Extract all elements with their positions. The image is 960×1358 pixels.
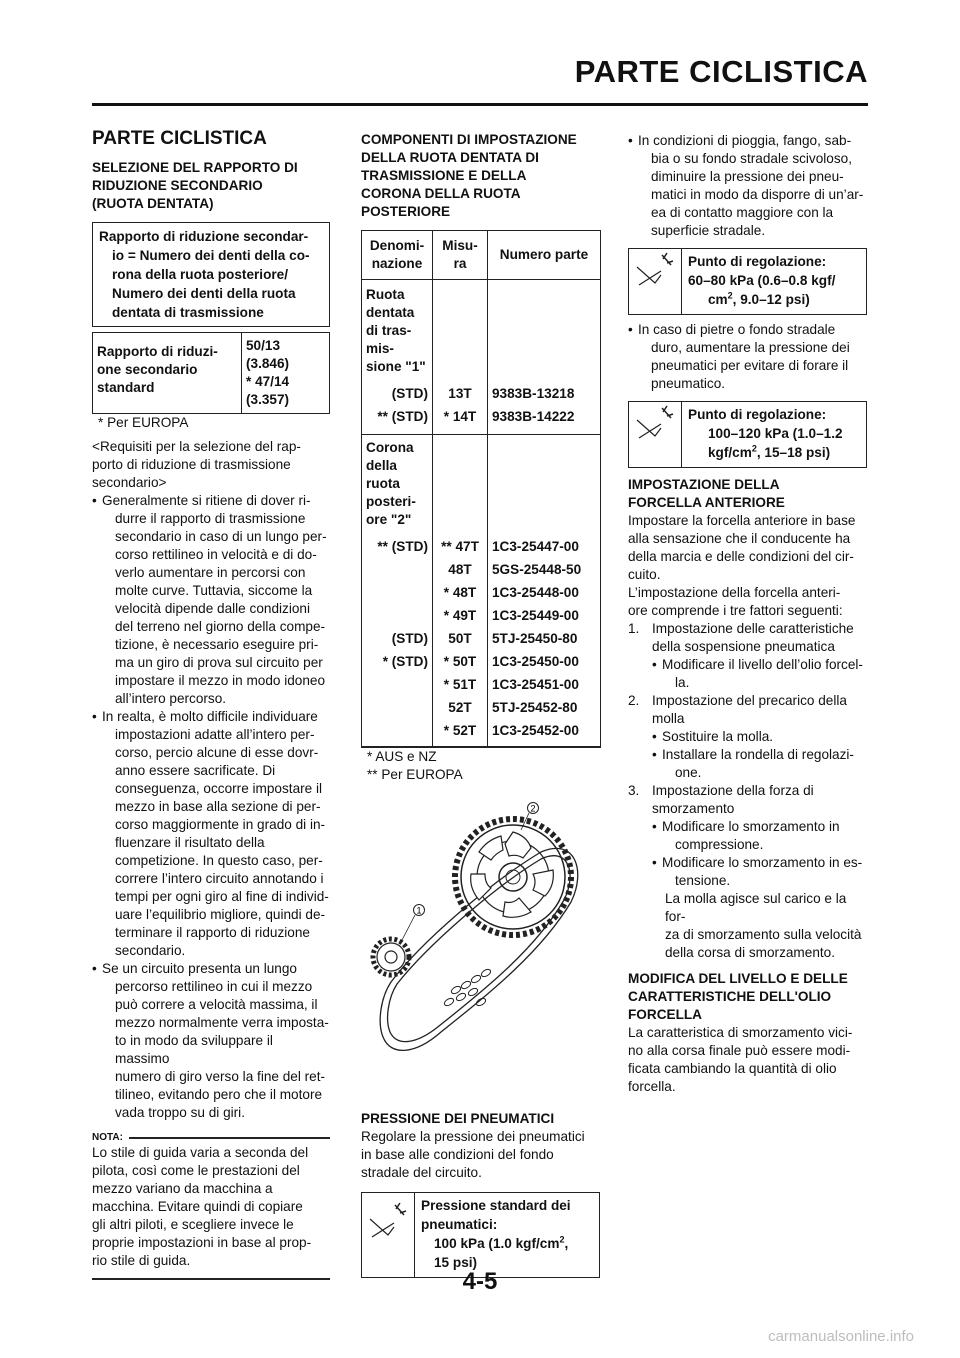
nota-label: NOTA: (92, 1132, 330, 1144)
bullet-item: • Se un circuito presenta un lungo percorso rettilineo in cui il mezzo può correre a velocità massima, il mezzo normalmente verra imposta- to in modo da sviluppare il massimo numero di giro verso la fine del ret- tilineo, evitando pero che il motore vada troppo su di giri. (92, 960, 330, 1122)
table-row: * 51T 1C3-25451-00 (362, 673, 601, 696)
chain-links (443, 968, 492, 1007)
table-row: * (STD) * 50T 1C3-25450-00 (362, 650, 601, 673)
table-row: * 49T 1C3-25449-00 (362, 604, 601, 627)
numbered-item: 2. Impostazione del precarico della molla (628, 693, 847, 726)
adjustment-box-stone: Punto di regolazione: 100–120 kPa (1.0–1.2 kgf/$cm^2$, 15–18 psi) (628, 401, 867, 468)
tire-standard-text: Pressione standard dei pneumatici: 100 kPa (1.0 kgf/$cm^2$, 15 psi) (421, 1198, 571, 1270)
subheading-gear-ratio: SELEZIONE DEL RAPPORTO DI RIDUZIONE SECONDARIO (RUOTA DENTATA) (92, 160, 298, 211)
bullet-item: • In realta, è molto difficile individuare impostazioni adatte all’intero per- corso, percio alcune di esse dovr- anno essere sacrificate. Di conseguenza, occorre impostare il mezzo in base alla sezione di per- corso maggiormente in grado di in- fluenzare il risultato della competizione. In questo caso, per- correre l’intero circuito annotando i tempi per ogni giro al fine di individ- uare l’equilibrio migliore, quindi de- terminare il rapporto di riduzione secondario. (92, 708, 330, 960)
bullet-item: • Installare la rondella di regolazi- one. (652, 746, 868, 782)
drive-sprocket (373, 939, 409, 975)
table-row: 52T 5TJ-25452-80 (362, 696, 601, 719)
footnote-europa: ** Per EUROPA (367, 767, 463, 782)
standard-ratio-label: Rapporto di riduzi- one secondario standard (93, 333, 242, 414)
numbered-item: 1. Impostazione delle caratteristiche della sospensione pneumatica (628, 621, 854, 654)
table-row: ** (STD) ** 47T 1C3-25447-00 (362, 535, 601, 558)
tire-pressure-text: Regolare la pressione dei pneumatici in base alle condizioni del fondo stradale del circuito. (361, 1129, 585, 1180)
section-title: PARTE CICLISTICA (92, 128, 267, 149)
column-left (92, 125, 330, 1280)
section-name-drive-sprocket: Ruota dentata di tras- mis- sione "1" (362, 280, 433, 383)
sprocket-chain-illustration (361, 792, 601, 1082)
footnote-europa: * Per EUROPA (98, 415, 189, 430)
col-header-size: Misu- ra (433, 231, 488, 280)
bullet-item: • In condizioni di pioggia, fango, sab- bia o su fondo stradale scivoloso, diminuire la pressione dei pneu- matici in modo da disporre di un’ar- ea di contatto maggiore con la superficie stradale. (628, 132, 868, 240)
column-middle (361, 125, 601, 1278)
nota-text: Lo stile di guida varia a seconda del pilota, così come le prestazioni del mezzo variano da macchina a macchina. Evitare quindi di copiare gli altri piloti, e scegliere invece le proprie impostazioni in base al prop- rio stile di guida. (92, 1145, 312, 1268)
sprocket-table (361, 230, 601, 747)
svg-text:1: 1 (416, 905, 422, 916)
bullet-item: • Modificare lo smorzamento in es- tensione. (652, 854, 868, 890)
subheading-fork: IMPOSTAZIONE DELLA FORCELLA ANTERIORE (628, 477, 785, 510)
adjustment-box-rain: Punto di regolazione: 60–80 kPa (0.6–0.8 kgf/ $cm^2$, 9.0–12 psi) (628, 248, 867, 315)
svg-text:2: 2 (530, 803, 536, 814)
table-row: * 52T 1C3-25452-00 (362, 719, 601, 747)
subheading-oil-level: MODIFICA DEL LIVELLO E DELLE CARATTERISTICHE DELL'OLIO FORCELLA (628, 971, 848, 1022)
requirements-intro: <Requisiti per la selezione del rap- porto di riduzione di trasmissione secondario> (92, 439, 301, 490)
watermark: carmanualsonline.info (768, 1328, 914, 1345)
bullet-item: • Modificare lo smorzamento in compressione. (652, 818, 868, 854)
oil-level-text: La caratteristica di smorzamento vici- no alla corsa finale può essere modi- ficata cambiando la quantità di olio forcella. (628, 1025, 853, 1094)
standard-ratio-value: 50/13 (3.846) * 47/14 (3.357) (242, 333, 330, 414)
wrench-icon (629, 402, 682, 467)
col-header-name: Denomi- nazione (362, 231, 433, 280)
wrench-icon (629, 249, 682, 314)
table-row: (STD) 13T 9383B-13218 (362, 382, 601, 405)
bullet-item: • Sostituire la molla. (652, 728, 868, 746)
table-row: 48T 5GS-25448-50 (362, 558, 601, 581)
damping-note: La molla agisce sul carico e la for- za di smorzamento sulla velocità della corsa di smorzamento. (665, 891, 862, 960)
column-right (628, 125, 868, 1096)
footnote-aus-nz: * AUS e NZ (367, 749, 437, 764)
bullet-item: • Generalmente si ritiene di dover ri- durre il rapporto di trasmissione secondario in caso di un lungo per- corso rettilineo in velocità e di do- verlo aumentare in percorsi con molte curve. Tuttavia, siccome la velocità dipende dalle condizioni del terreno nel giorno della compe- tizione, è necessario eseguire pri- ma un giro di prova sul circuito per impostare il mezzo in modo idoneo all’intero percorso. (92, 492, 330, 708)
page-header-title: PARTE CICLISTICA (574, 54, 868, 89)
bullet-item: • In caso di pietre o fondo stradale duro, aumentare la pressione dei pneumatici per evitare di forare il pneumatico. (628, 321, 868, 393)
standard-ratio-table (92, 332, 330, 414)
header-rule (92, 103, 868, 106)
subheading-components: COMPONENTI DI IMPOSTAZIONE DELLA RUOTA DENTATA DI TRASMISSIONE E DELLA CORONA DELLA RUOTA POSTERIORE (361, 132, 577, 219)
table-row: (STD) 50T 5TJ-25450-80 (362, 627, 601, 650)
section-name-rear-sprocket: Corona della ruota posteri- ore "2" (362, 435, 433, 536)
callout-1 (401, 905, 425, 943)
numbered-item: 3. Impostazione della forza di smorzamento (628, 783, 814, 816)
table-row: ** (STD) * 14T 9383B-14222 (362, 405, 601, 435)
wrench-icon (362, 1193, 415, 1277)
table-row: * 48T 1C3-25448-00 (362, 581, 601, 604)
fork-text: Impostare la forcella anteriore in base alla sensazione che il conducente ha della marcia e delle condizioni del cir- cuito. L’impostazione della forcella anteri- ore comprende i tre fattori seguenti: (628, 513, 856, 618)
col-header-part: Numero parte (488, 231, 601, 280)
subheading-tire-pressure: PRESSIONE DEI PNEUMATICI (361, 1111, 555, 1126)
formula-box: Rapporto di riduzione secondar- io = Numero dei denti della co- rona della ruota posteriore/ Numero dei denti della ruota dentata di trasmissione (92, 222, 330, 327)
page-number: 4-5 (462, 1268, 498, 1295)
tire-standard-box (361, 1192, 600, 1278)
bullet-item: • Modificare il livello dell’olio forcel- la. (652, 656, 868, 692)
